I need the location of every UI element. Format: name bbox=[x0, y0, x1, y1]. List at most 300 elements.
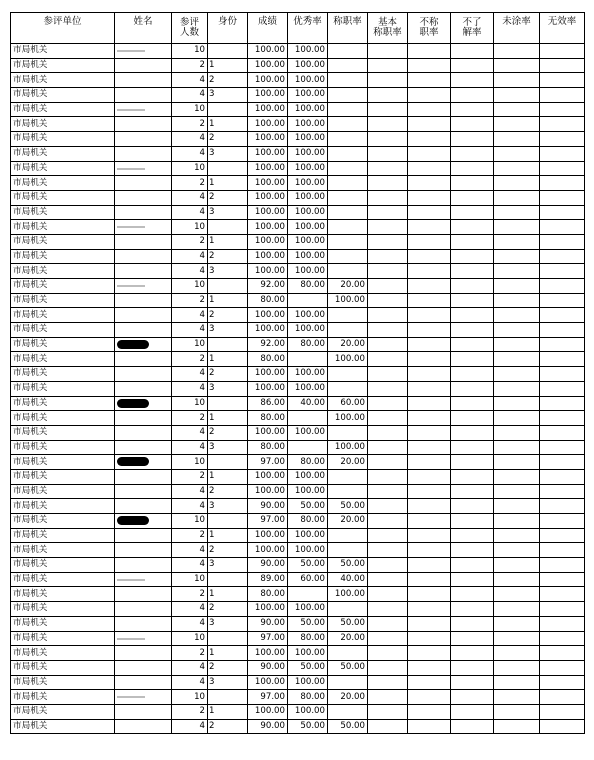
unknown-rate-cell bbox=[451, 293, 494, 308]
competent-rate-cell bbox=[328, 264, 368, 279]
unknown-rate-cell bbox=[451, 367, 494, 382]
incompetent-rate-cell bbox=[408, 411, 451, 426]
role-cell: 1 bbox=[208, 117, 248, 132]
unfilled-rate-cell bbox=[494, 352, 540, 367]
column-header: 参评 人数 bbox=[172, 13, 208, 44]
name-cell bbox=[115, 293, 172, 308]
name-cell bbox=[115, 631, 172, 646]
name-cell bbox=[115, 220, 172, 235]
incompetent-rate-cell bbox=[408, 514, 451, 529]
table-header bbox=[11, 13, 585, 44]
competent-rate-cell: 20.00 bbox=[328, 337, 368, 352]
basic-competent-rate-cell bbox=[368, 176, 408, 191]
name-cell bbox=[115, 381, 172, 396]
table-row bbox=[11, 264, 585, 279]
incompetent-rate-cell bbox=[408, 352, 451, 367]
table-row bbox=[11, 704, 585, 719]
role-cell: 1 bbox=[208, 704, 248, 719]
redaction-mark bbox=[117, 516, 149, 525]
unknown-rate-cell bbox=[451, 602, 494, 617]
competent-rate-cell bbox=[328, 190, 368, 205]
unfilled-rate-cell bbox=[494, 190, 540, 205]
invalid-rate-cell bbox=[540, 719, 585, 734]
incompetent-rate-cell bbox=[408, 719, 451, 734]
basic-competent-rate-cell bbox=[368, 572, 408, 587]
excellent-rate-cell bbox=[288, 293, 328, 308]
basic-competent-rate-cell bbox=[368, 205, 408, 220]
incompetent-rate-cell bbox=[408, 367, 451, 382]
table-row bbox=[11, 558, 585, 573]
role-cell: 2 bbox=[208, 602, 248, 617]
table-row bbox=[11, 719, 585, 734]
header-row bbox=[11, 13, 585, 44]
basic-competent-rate-cell bbox=[368, 440, 408, 455]
column-header: 称职率 bbox=[328, 13, 368, 44]
redaction-mark bbox=[117, 696, 145, 698]
name-cell bbox=[115, 337, 172, 352]
name-cell bbox=[115, 308, 172, 323]
competent-rate-cell bbox=[328, 205, 368, 220]
unit-cell: 市局机关 bbox=[11, 352, 115, 367]
name-cell bbox=[115, 528, 172, 543]
role-cell bbox=[208, 396, 248, 411]
table-row bbox=[11, 88, 585, 103]
score-cell: 97.00 bbox=[248, 514, 288, 529]
unit-cell: 市局机关 bbox=[11, 249, 115, 264]
name-cell bbox=[115, 455, 172, 470]
incompetent-rate-cell bbox=[408, 602, 451, 617]
role-cell: 2 bbox=[208, 660, 248, 675]
unfilled-rate-cell bbox=[494, 249, 540, 264]
excellent-rate-cell: 80.00 bbox=[288, 690, 328, 705]
score-cell: 97.00 bbox=[248, 690, 288, 705]
unknown-rate-cell bbox=[451, 132, 494, 147]
excellent-rate-cell: 50.00 bbox=[288, 499, 328, 514]
unit-cell: 市局机关 bbox=[11, 543, 115, 558]
score-cell: 100.00 bbox=[248, 646, 288, 661]
redaction-mark bbox=[117, 638, 145, 640]
competent-rate-cell bbox=[328, 44, 368, 59]
incompetent-rate-cell bbox=[408, 279, 451, 294]
count-cell: 10 bbox=[172, 220, 208, 235]
excellent-rate-cell: 80.00 bbox=[288, 337, 328, 352]
redaction-mark bbox=[117, 168, 145, 170]
invalid-rate-cell bbox=[540, 73, 585, 88]
competent-rate-cell bbox=[328, 381, 368, 396]
score-cell: 100.00 bbox=[248, 58, 288, 73]
role-cell: 2 bbox=[208, 484, 248, 499]
count-cell: 4 bbox=[172, 132, 208, 147]
role-cell: 2 bbox=[208, 367, 248, 382]
role-cell: 1 bbox=[208, 469, 248, 484]
competent-rate-cell: 100.00 bbox=[328, 587, 368, 602]
table-row bbox=[11, 279, 585, 294]
name-cell bbox=[115, 88, 172, 103]
unknown-rate-cell bbox=[451, 514, 494, 529]
count-cell: 4 bbox=[172, 675, 208, 690]
name-cell bbox=[115, 572, 172, 587]
score-cell: 100.00 bbox=[248, 102, 288, 117]
count-cell: 4 bbox=[172, 308, 208, 323]
unfilled-rate-cell bbox=[494, 323, 540, 338]
redaction-mark bbox=[117, 340, 149, 349]
competent-rate-cell: 50.00 bbox=[328, 558, 368, 573]
table-row bbox=[11, 367, 585, 382]
column-header: 优秀率 bbox=[288, 13, 328, 44]
score-cell: 90.00 bbox=[248, 660, 288, 675]
unfilled-rate-cell bbox=[494, 440, 540, 455]
count-cell: 2 bbox=[172, 646, 208, 661]
column-header: 无效率 bbox=[540, 13, 585, 44]
unknown-rate-cell bbox=[451, 528, 494, 543]
incompetent-rate-cell bbox=[408, 543, 451, 558]
score-cell: 100.00 bbox=[248, 73, 288, 88]
incompetent-rate-cell bbox=[408, 264, 451, 279]
unknown-rate-cell bbox=[451, 690, 494, 705]
invalid-rate-cell bbox=[540, 396, 585, 411]
excellent-rate-cell: 100.00 bbox=[288, 543, 328, 558]
count-cell: 4 bbox=[172, 264, 208, 279]
role-cell: 1 bbox=[208, 352, 248, 367]
incompetent-rate-cell bbox=[408, 528, 451, 543]
name-cell bbox=[115, 117, 172, 132]
table-row bbox=[11, 602, 585, 617]
excellent-rate-cell: 100.00 bbox=[288, 704, 328, 719]
basic-competent-rate-cell bbox=[368, 499, 408, 514]
table-row bbox=[11, 176, 585, 191]
name-cell bbox=[115, 646, 172, 661]
name-cell bbox=[115, 44, 172, 59]
name-cell bbox=[115, 675, 172, 690]
table-row bbox=[11, 396, 585, 411]
score-cell: 100.00 bbox=[248, 161, 288, 176]
incompetent-rate-cell bbox=[408, 58, 451, 73]
unit-cell: 市局机关 bbox=[11, 44, 115, 59]
unit-cell: 市局机关 bbox=[11, 690, 115, 705]
incompetent-rate-cell bbox=[408, 631, 451, 646]
table-row bbox=[11, 631, 585, 646]
unit-cell: 市局机关 bbox=[11, 264, 115, 279]
table-row bbox=[11, 293, 585, 308]
name-cell bbox=[115, 396, 172, 411]
unit-cell: 市局机关 bbox=[11, 499, 115, 514]
unfilled-rate-cell bbox=[494, 484, 540, 499]
unfilled-rate-cell bbox=[494, 543, 540, 558]
table-row bbox=[11, 528, 585, 543]
basic-competent-rate-cell bbox=[368, 660, 408, 675]
table-row bbox=[11, 146, 585, 161]
competent-rate-cell: 20.00 bbox=[328, 631, 368, 646]
score-cell: 100.00 bbox=[248, 469, 288, 484]
unknown-rate-cell bbox=[451, 484, 494, 499]
unit-cell: 市局机关 bbox=[11, 132, 115, 147]
incompetent-rate-cell bbox=[408, 176, 451, 191]
unfilled-rate-cell bbox=[494, 293, 540, 308]
table-row bbox=[11, 543, 585, 558]
table-row bbox=[11, 308, 585, 323]
name-cell bbox=[115, 425, 172, 440]
unfilled-rate-cell bbox=[494, 367, 540, 382]
incompetent-rate-cell bbox=[408, 425, 451, 440]
excellent-rate-cell: 100.00 bbox=[288, 117, 328, 132]
unit-cell: 市局机关 bbox=[11, 558, 115, 573]
name-cell bbox=[115, 279, 172, 294]
unit-cell: 市局机关 bbox=[11, 381, 115, 396]
table-row bbox=[11, 220, 585, 235]
incompetent-rate-cell bbox=[408, 117, 451, 132]
count-cell: 2 bbox=[172, 58, 208, 73]
unfilled-rate-cell bbox=[494, 308, 540, 323]
column-header: 参评单位 bbox=[11, 13, 115, 44]
unfilled-rate-cell bbox=[494, 719, 540, 734]
count-cell: 2 bbox=[172, 411, 208, 426]
invalid-rate-cell bbox=[540, 58, 585, 73]
invalid-rate-cell bbox=[540, 88, 585, 103]
score-cell: 89.00 bbox=[248, 572, 288, 587]
score-cell: 100.00 bbox=[248, 117, 288, 132]
score-cell: 97.00 bbox=[248, 455, 288, 470]
table-body bbox=[11, 44, 585, 734]
competent-rate-cell bbox=[328, 367, 368, 382]
role-cell: 3 bbox=[208, 499, 248, 514]
unknown-rate-cell bbox=[451, 337, 494, 352]
unit-cell: 市局机关 bbox=[11, 646, 115, 661]
role-cell: 3 bbox=[208, 440, 248, 455]
count-cell: 2 bbox=[172, 528, 208, 543]
count-cell: 4 bbox=[172, 381, 208, 396]
basic-competent-rate-cell bbox=[368, 190, 408, 205]
unit-cell: 市局机关 bbox=[11, 323, 115, 338]
count-cell: 2 bbox=[172, 234, 208, 249]
incompetent-rate-cell bbox=[408, 440, 451, 455]
column-header: 姓名 bbox=[115, 13, 172, 44]
score-cell: 100.00 bbox=[248, 323, 288, 338]
unit-cell: 市局机关 bbox=[11, 484, 115, 499]
invalid-rate-cell bbox=[540, 484, 585, 499]
role-cell: 2 bbox=[208, 132, 248, 147]
unit-cell: 市局机关 bbox=[11, 205, 115, 220]
excellent-rate-cell: 50.00 bbox=[288, 558, 328, 573]
unit-cell: 市局机关 bbox=[11, 88, 115, 103]
score-cell: 100.00 bbox=[248, 234, 288, 249]
role-cell: 1 bbox=[208, 58, 248, 73]
unfilled-rate-cell bbox=[494, 631, 540, 646]
basic-competent-rate-cell bbox=[368, 543, 408, 558]
incompetent-rate-cell bbox=[408, 249, 451, 264]
unfilled-rate-cell bbox=[494, 690, 540, 705]
invalid-rate-cell bbox=[540, 117, 585, 132]
table-row bbox=[11, 514, 585, 529]
excellent-rate-cell: 100.00 bbox=[288, 323, 328, 338]
unit-cell: 市局机关 bbox=[11, 455, 115, 470]
basic-competent-rate-cell bbox=[368, 88, 408, 103]
score-cell: 80.00 bbox=[248, 411, 288, 426]
table-row bbox=[11, 249, 585, 264]
basic-competent-rate-cell bbox=[368, 381, 408, 396]
excellent-rate-cell: 80.00 bbox=[288, 279, 328, 294]
role-cell: 3 bbox=[208, 205, 248, 220]
role-cell: 3 bbox=[208, 616, 248, 631]
score-cell: 100.00 bbox=[248, 264, 288, 279]
score-cell: 97.00 bbox=[248, 631, 288, 646]
unknown-rate-cell bbox=[451, 381, 494, 396]
unfilled-rate-cell bbox=[494, 132, 540, 147]
unit-cell: 市局机关 bbox=[11, 425, 115, 440]
invalid-rate-cell bbox=[540, 690, 585, 705]
role-cell: 3 bbox=[208, 675, 248, 690]
table-row bbox=[11, 132, 585, 147]
incompetent-rate-cell bbox=[408, 102, 451, 117]
count-cell: 2 bbox=[172, 176, 208, 191]
count-cell: 2 bbox=[172, 469, 208, 484]
basic-competent-rate-cell bbox=[368, 352, 408, 367]
excellent-rate-cell: 100.00 bbox=[288, 602, 328, 617]
count-cell: 2 bbox=[172, 352, 208, 367]
unit-cell: 市局机关 bbox=[11, 528, 115, 543]
competent-rate-cell bbox=[328, 220, 368, 235]
name-cell bbox=[115, 249, 172, 264]
score-cell: 100.00 bbox=[248, 381, 288, 396]
invalid-rate-cell bbox=[540, 602, 585, 617]
competent-rate-cell: 20.00 bbox=[328, 279, 368, 294]
score-cell: 90.00 bbox=[248, 499, 288, 514]
competent-rate-cell: 50.00 bbox=[328, 499, 368, 514]
incompetent-rate-cell bbox=[408, 455, 451, 470]
role-cell: 3 bbox=[208, 381, 248, 396]
excellent-rate-cell: 100.00 bbox=[288, 132, 328, 147]
name-cell bbox=[115, 616, 172, 631]
excellent-rate-cell: 100.00 bbox=[288, 88, 328, 103]
unit-cell: 市局机关 bbox=[11, 440, 115, 455]
invalid-rate-cell bbox=[540, 279, 585, 294]
competent-rate-cell bbox=[328, 704, 368, 719]
role-cell bbox=[208, 102, 248, 117]
incompetent-rate-cell bbox=[408, 396, 451, 411]
basic-competent-rate-cell bbox=[368, 411, 408, 426]
unknown-rate-cell bbox=[451, 161, 494, 176]
unit-cell: 市局机关 bbox=[11, 220, 115, 235]
count-cell: 4 bbox=[172, 543, 208, 558]
count-cell: 4 bbox=[172, 146, 208, 161]
basic-competent-rate-cell bbox=[368, 146, 408, 161]
unfilled-rate-cell bbox=[494, 58, 540, 73]
unfilled-rate-cell bbox=[494, 337, 540, 352]
basic-competent-rate-cell bbox=[368, 704, 408, 719]
invalid-rate-cell bbox=[540, 411, 585, 426]
unknown-rate-cell bbox=[451, 205, 494, 220]
unfilled-rate-cell bbox=[494, 220, 540, 235]
name-cell bbox=[115, 543, 172, 558]
competent-rate-cell: 20.00 bbox=[328, 514, 368, 529]
excellent-rate-cell: 100.00 bbox=[288, 367, 328, 382]
unit-cell: 市局机关 bbox=[11, 411, 115, 426]
invalid-rate-cell bbox=[540, 660, 585, 675]
column-header: 成绩 bbox=[248, 13, 288, 44]
unknown-rate-cell bbox=[451, 469, 494, 484]
basic-competent-rate-cell bbox=[368, 690, 408, 705]
basic-competent-rate-cell bbox=[368, 367, 408, 382]
excellent-rate-cell bbox=[288, 440, 328, 455]
competent-rate-cell: 40.00 bbox=[328, 572, 368, 587]
column-header: 基本 称职率 bbox=[368, 13, 408, 44]
score-cell: 100.00 bbox=[248, 367, 288, 382]
count-cell: 4 bbox=[172, 425, 208, 440]
count-cell: 2 bbox=[172, 117, 208, 132]
score-cell: 100.00 bbox=[248, 176, 288, 191]
count-cell: 2 bbox=[172, 587, 208, 602]
competent-rate-cell bbox=[328, 646, 368, 661]
incompetent-rate-cell bbox=[408, 146, 451, 161]
invalid-rate-cell bbox=[540, 499, 585, 514]
excellent-rate-cell: 100.00 bbox=[288, 190, 328, 205]
incompetent-rate-cell bbox=[408, 293, 451, 308]
competent-rate-cell bbox=[328, 132, 368, 147]
basic-competent-rate-cell bbox=[368, 455, 408, 470]
table-row bbox=[11, 117, 585, 132]
unfilled-rate-cell bbox=[494, 146, 540, 161]
role-cell bbox=[208, 220, 248, 235]
name-cell bbox=[115, 587, 172, 602]
basic-competent-rate-cell bbox=[368, 102, 408, 117]
score-cell: 100.00 bbox=[248, 528, 288, 543]
role-cell: 2 bbox=[208, 425, 248, 440]
unfilled-rate-cell bbox=[494, 396, 540, 411]
role-cell bbox=[208, 690, 248, 705]
role-cell: 3 bbox=[208, 323, 248, 338]
invalid-rate-cell bbox=[540, 425, 585, 440]
incompetent-rate-cell bbox=[408, 308, 451, 323]
count-cell: 4 bbox=[172, 558, 208, 573]
basic-competent-rate-cell bbox=[368, 264, 408, 279]
name-cell bbox=[115, 264, 172, 279]
excellent-rate-cell: 100.00 bbox=[288, 58, 328, 73]
name-cell bbox=[115, 469, 172, 484]
table-row bbox=[11, 587, 585, 602]
unknown-rate-cell bbox=[451, 587, 494, 602]
invalid-rate-cell bbox=[540, 323, 585, 338]
competent-rate-cell bbox=[328, 675, 368, 690]
invalid-rate-cell bbox=[540, 190, 585, 205]
role-cell bbox=[208, 514, 248, 529]
unfilled-rate-cell bbox=[494, 660, 540, 675]
competent-rate-cell bbox=[328, 308, 368, 323]
invalid-rate-cell bbox=[540, 455, 585, 470]
invalid-rate-cell bbox=[540, 367, 585, 382]
unfilled-rate-cell bbox=[494, 514, 540, 529]
count-cell: 4 bbox=[172, 323, 208, 338]
table-row bbox=[11, 455, 585, 470]
excellent-rate-cell: 100.00 bbox=[288, 73, 328, 88]
role-cell: 1 bbox=[208, 411, 248, 426]
score-cell: 100.00 bbox=[248, 44, 288, 59]
excellent-rate-cell: 100.00 bbox=[288, 102, 328, 117]
unknown-rate-cell bbox=[451, 190, 494, 205]
count-cell: 4 bbox=[172, 73, 208, 88]
unfilled-rate-cell bbox=[494, 425, 540, 440]
competent-rate-cell bbox=[328, 146, 368, 161]
incompetent-rate-cell bbox=[408, 234, 451, 249]
count-cell: 10 bbox=[172, 279, 208, 294]
basic-competent-rate-cell bbox=[368, 323, 408, 338]
unknown-rate-cell bbox=[451, 543, 494, 558]
score-cell: 80.00 bbox=[248, 440, 288, 455]
name-cell bbox=[115, 719, 172, 734]
table-row bbox=[11, 660, 585, 675]
excellent-rate-cell: 50.00 bbox=[288, 719, 328, 734]
role-cell: 1 bbox=[208, 646, 248, 661]
competent-rate-cell: 100.00 bbox=[328, 352, 368, 367]
unit-cell: 市局机关 bbox=[11, 675, 115, 690]
